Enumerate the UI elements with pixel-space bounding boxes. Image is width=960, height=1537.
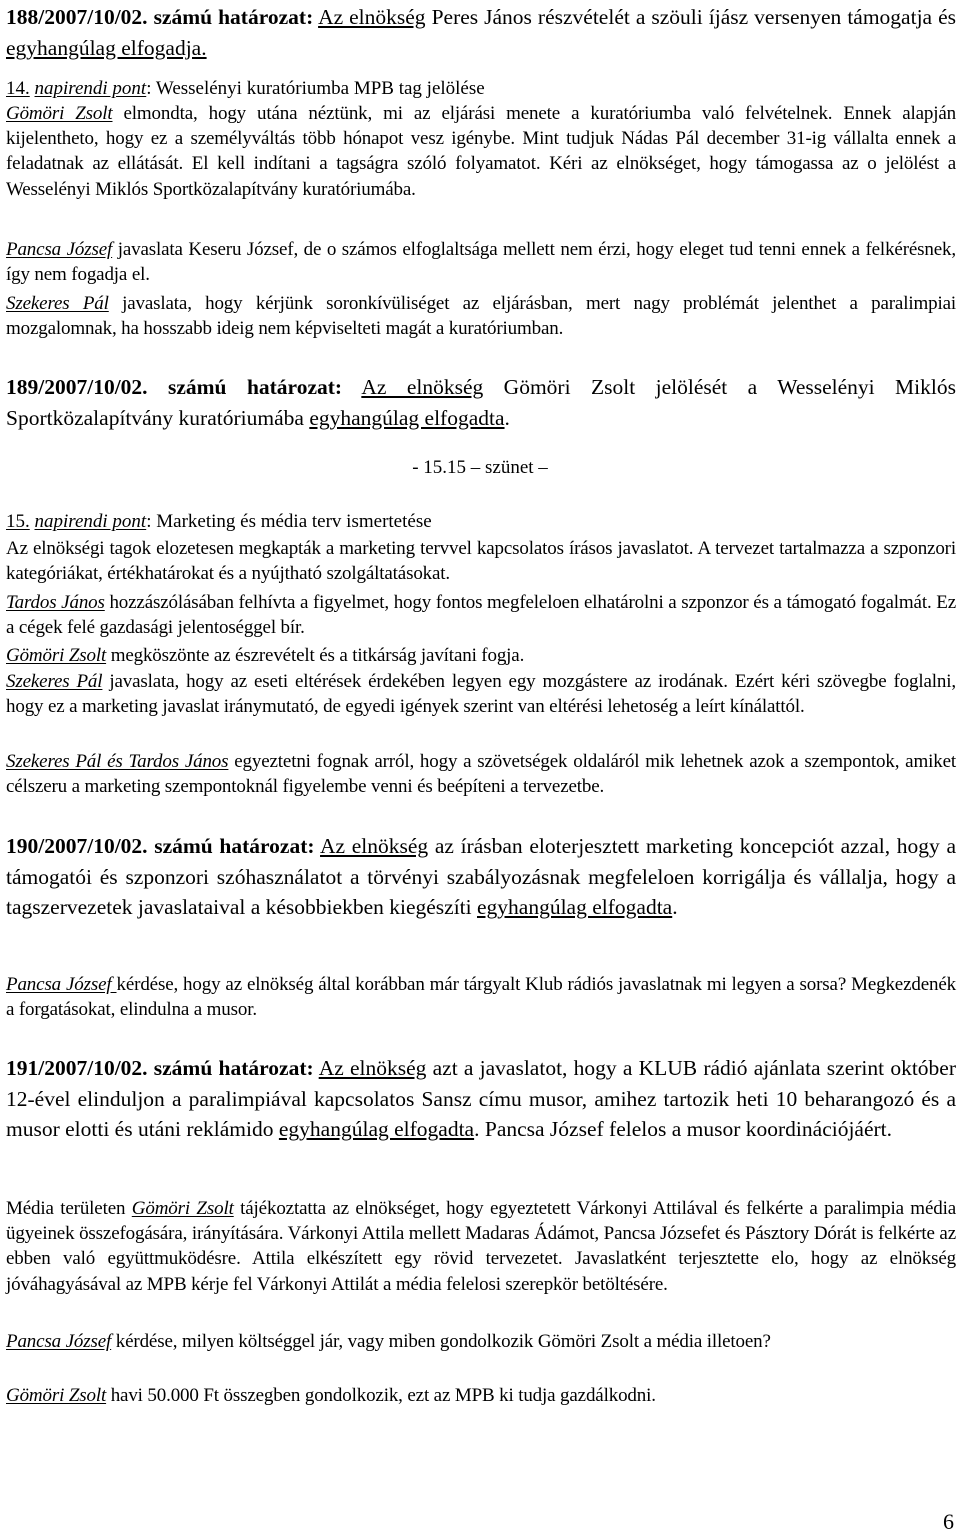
page-number: 6: [943, 1509, 954, 1534]
item15-statement-2: [6, 643, 956, 668]
resolution-label: számú határozat:: [153, 5, 314, 29]
resolution-decision: egyhangúlag elfogadja.: [6, 35, 207, 60]
statement-text: javaslata, hogy kérjünk soronkívüliséget az eljárásban, mert nagy problémát jelenthet a paralimpiai mozgalomnak, ha hosszabb ideig nem képviselteti magát a kuratóriumban.: [6, 293, 956, 340]
resolution-189: [6, 372, 956, 433]
agenda-title: : Wesselényi kuratóriumba MPB tag jelölése: [146, 78, 485, 99]
resolution-decision: egyhangúlag elfogadta: [309, 405, 505, 430]
resolution-end: .: [504, 405, 510, 430]
resolution-end: .: [672, 895, 678, 919]
speaker-name: Pancsa József: [6, 1331, 112, 1352]
agenda-number: 15.: [6, 511, 30, 532]
item15-statement-1: [6, 590, 956, 640]
speaker-name: Szekeres Pál és Tardos János: [6, 751, 229, 772]
agenda-number: 14.: [6, 78, 30, 99]
speaker-name: Gömöri Zsolt: [6, 103, 113, 124]
media-statement-1: [6, 1196, 956, 1297]
statement-text: javaslata Keseru József, de o számos elfoglaltsága mellett nem érzi, hogy eleget tud tenni ennek a felkérésnek, így nem fogadja el.: [6, 239, 956, 286]
statement-text: havi 50.000 Ft összegben gondolkozik, ezt az MPB ki tudja gazdálkodni.: [106, 1385, 656, 1406]
speaker-name: Gömöri Zsolt: [6, 645, 107, 666]
resolution-text: azt a javaslatot, hogy a KLUB rádió ajánlata szerint október 12-ével elinduljon a paralimpiával kapcsolatos Sansz címu musor, amihez tartozik heti 10 beharangozó és a musor elotti és utáni reklámido: [6, 1056, 956, 1141]
resolution-label: számú határozat:: [153, 1056, 314, 1080]
resolution-body: Az elnökség: [320, 834, 429, 858]
statement-text: kérdése, milyen költséggel jár, vagy miben gondolkozik Gömöri Zsolt a média illetoen?: [111, 1331, 771, 1352]
statement-text: egyeztetni fognak arról, hogy a szövetségek oldaláról mik lehetnek azok a szempontok, amiket célszeru a marketing szempontoknál figyelembe venni és beépíteni a tervezetbe.: [6, 751, 956, 798]
media-statement-2: [6, 1329, 956, 1354]
item14-statement-3: [6, 291, 956, 341]
statement-text: hozzászólásában felhívta a figyelmet, hogy fontos megfeleloen elhatárolni a szponzor és a támogató fogalmát. Ez a cégek felé gazdasági jelentoséggel bír.: [6, 592, 956, 639]
speaker-name: Gömöri Zsolt: [131, 1198, 234, 1219]
resolution-190: [6, 831, 956, 923]
break-note: - 15.15 – szünet –: [412, 457, 548, 478]
agenda-item-15-heading: [6, 509, 956, 534]
item14-statement-2: [6, 237, 956, 287]
speaker-name: Tardos János: [6, 592, 105, 613]
item15-statement-4: [6, 749, 956, 799]
resolution-number: 190/2007/10/02.: [6, 834, 148, 858]
resolution-191: [6, 1053, 956, 1145]
resolution-label: számú határozat:: [154, 834, 315, 858]
speaker-name: Gömöri Zsolt: [6, 1385, 107, 1406]
speaker-name: Pancsa József: [6, 974, 117, 995]
resolution-label: számú határozat:: [167, 375, 343, 399]
speaker-name: Szekeres Pál: [6, 293, 109, 314]
agenda-item-14-heading: [6, 76, 956, 101]
resolution-body: Az elnökség: [318, 5, 426, 29]
statement-text: elmondta, hogy utána néztünk, mi az eljárási menete a kuratóriumba való felvételnek. Ennek alapján kijelentheto, hogy ez a személyváltás több hónapot vesz igénybe. Mint tudjuk Nádas Pál december 31-ig vállalta ennek a feladatnak az ellátását. El kell indítani a tagságra szóló folyamatot. Kéri az elnökséget, hogy támogassa az o jelölést a Wesselényi Miklós Sportközalapítvány kuratóriumába.: [6, 103, 956, 200]
resolution-end: . Pancsa József felelos a musor koordinációjáért.: [474, 1117, 893, 1141]
resolution-number: 188/2007/10/02.: [6, 5, 148, 29]
resolution-body: Az elnökség: [361, 375, 484, 399]
resolution-text: az írásban eloterjesztett marketing koncepciót azzal, hogy a támogatói és szponzori szóhasználatot a törvényi szabályozásnak megfeleloen korrigálja és vállalja, hogy a tagszervezetek javaslataival a késobbiekben kiegészíti: [6, 834, 957, 919]
media-lead: Média területen: [6, 1198, 132, 1219]
statement-text: kérdése, hogy az elnökség által korábban már tárgyalt Klub rádiós javaslatnak mi legyen a sorsa? Megkezdenék a forgatásokat, elindulna a musor.: [6, 974, 956, 1021]
resolution-decision: egyhangúlag elfogadta: [477, 895, 673, 919]
resolution-text: Peres János részvételét a szöuli íjász versenyen támogatja és: [431, 5, 956, 29]
speaker-name: Szekeres Pál: [6, 671, 103, 692]
item15-statement-3: [6, 669, 956, 719]
resolution-number: 191/2007/10/02.: [6, 1056, 148, 1080]
media-statement-3: [6, 1383, 956, 1408]
resolution-number: 189/2007/10/02.: [6, 375, 148, 399]
agenda-label: napirendi pont: [34, 511, 147, 532]
statement-text: tájékoztatta az elnökséget, hogy egyeztetett Várkonyi Attilával és felkérte a paralimpia média ügyeinek összefogására, irányítására. Várkonyi Attila mellett Madaras Ádámot, Pancsa Józsefet és Pásztory Dórát is felkérte az ebben való együttmuködésre. Attila elkészített egy rövid tervezetet. Javaslatként terjesztette elo, hogy az elnökség jóváhagyásával az MPB kérje fel Várkonyi Attilát a média felelosi szerepkör betöltésére.: [6, 1198, 956, 1295]
resolution-body: Az elnökség: [318, 1056, 427, 1080]
statement-text: megköszönte az észrevételt és a titkárság javítani fogja.: [106, 645, 525, 666]
question-pancsa: [6, 972, 956, 1022]
resolution-decision: egyhangúlag elfogadta: [278, 1117, 475, 1141]
item15-intro: Az elnökségi tagok elozetesen megkapták a marketing tervvel kapcsolatos írásos javaslatot. A tervezet tartalmazza a szponzori kategóriákat, értékhatárokat és a nyújtható szolgáltatásokat.: [6, 538, 956, 585]
item14-statement-1: [6, 101, 956, 202]
statement-text: javaslata, hogy az eseti eltérések érdekében legyen egy mozgástere az irodának. Ezért kéri szövegbe foglalni, hogy ez a marketing javaslat iránymutató, de egyedi igények szerint van eltérési lehetoség a leírt kínálattól.: [6, 671, 956, 718]
agenda-title: : Marketing és média terv ismertetése: [146, 511, 432, 532]
speaker-name: Pancsa József: [6, 239, 113, 260]
resolution-text: Gömöri Zsolt jelölését a Wesselényi Miklós Sportközalapítvány kuratóriumába: [6, 375, 956, 430]
agenda-label: napirendi pont: [34, 78, 147, 99]
resolution-188: [6, 2, 956, 63]
